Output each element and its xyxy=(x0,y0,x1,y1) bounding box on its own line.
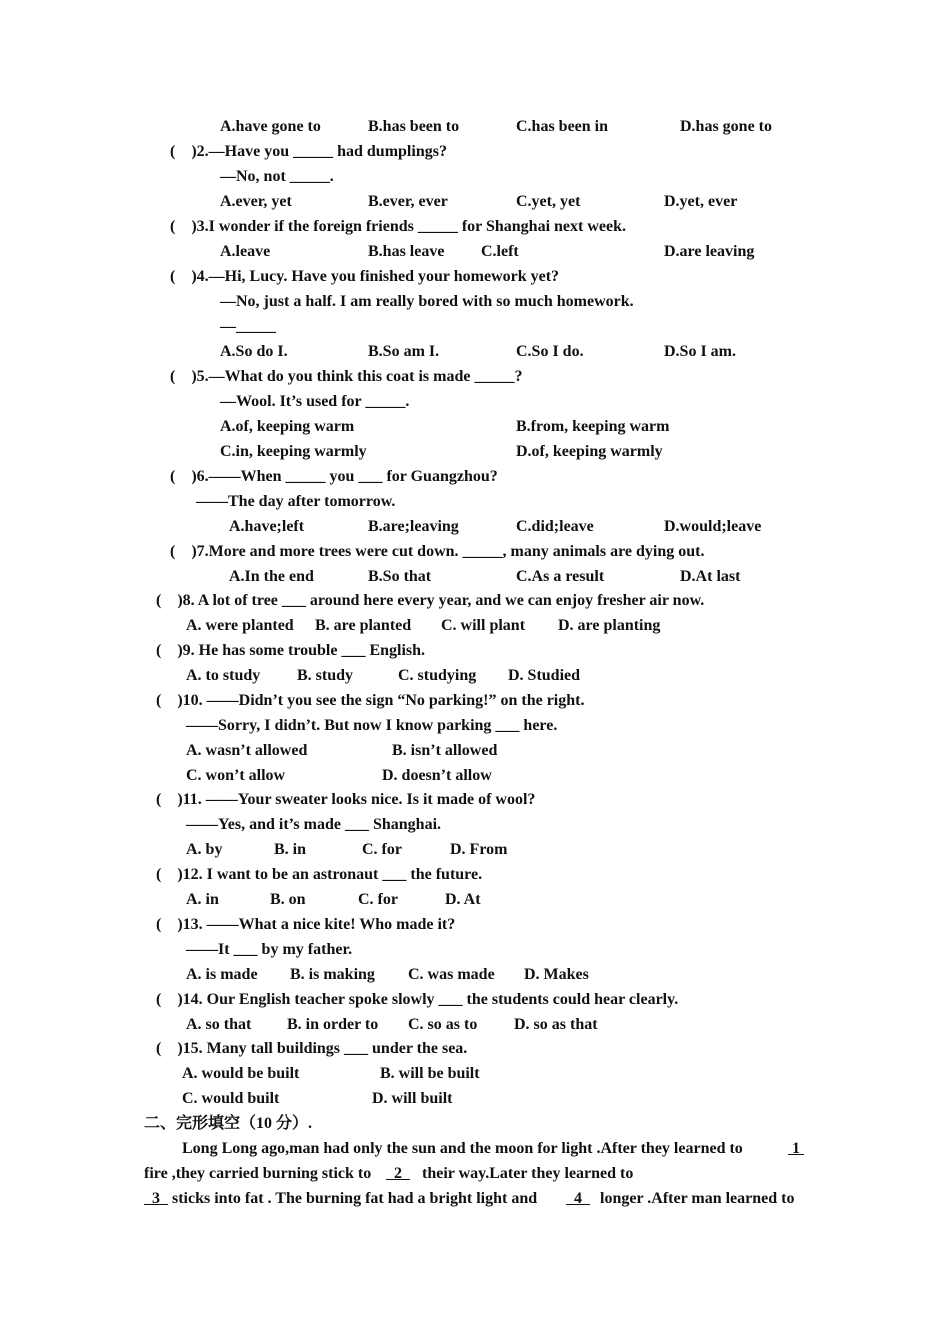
blank-number: 2 xyxy=(386,1165,410,1182)
text-line: A. by xyxy=(186,841,223,858)
text-line: A. so that xyxy=(186,1016,252,1033)
text-line: C. was made xyxy=(408,966,495,983)
text-line: ——Sorry, I didn’t. But now I know parking ___ here. xyxy=(186,717,558,734)
text-line: A. in xyxy=(186,891,219,908)
text-line: D. will built xyxy=(372,1090,453,1107)
text-line: ( )13. ——What a nice kite! Who made it? xyxy=(156,916,456,933)
text-line: ——Yes, and it’s made ___ Shanghai. xyxy=(186,816,442,833)
text-line: —Wool. It’s used for _____. xyxy=(220,393,410,410)
text-line: D. doesn’t allow xyxy=(382,767,492,784)
text-line: B. in order to xyxy=(287,1016,379,1033)
text-line: D.So I am. xyxy=(664,343,737,360)
text-line: ( )11. ——Your sweater looks nice. Is it made of wool? xyxy=(156,791,536,808)
text-line: A. is made xyxy=(186,966,258,983)
text-line: C. so as to xyxy=(408,1016,478,1033)
text-line: A. would be built xyxy=(182,1065,300,1082)
text-line: D. are planting xyxy=(558,617,661,634)
text-line: ( )5.—What do you think this coat is made _____? xyxy=(170,368,523,385)
text-line: ( )14. Our English teacher spoke slowly ___ the students could hear clearly. xyxy=(156,991,679,1008)
text-line: C. will plant xyxy=(441,617,526,634)
text-line: A.ever, yet xyxy=(220,193,292,210)
text-line: D.would;leave xyxy=(664,518,762,535)
text-line: D. From xyxy=(450,841,508,858)
text-line: their way.Later they learned to xyxy=(418,1165,634,1182)
text-line: —No, not _____. xyxy=(220,168,334,185)
text-line: C.So I do. xyxy=(516,343,584,360)
text-line: B.So that xyxy=(368,568,432,585)
text-line: ( )4.—Hi, Lucy. Have you finished your homework yet? xyxy=(170,268,560,285)
text-line: C. for xyxy=(358,891,398,908)
text-line: C.in, keeping warmly xyxy=(220,443,367,460)
text-line: ( )3.I wonder if the foreign friends _____ for Shanghai next week. xyxy=(170,218,626,235)
text-line: B.from, keeping warm xyxy=(516,418,670,435)
text-line: C. won’t allow xyxy=(186,767,286,784)
text-line: B.has been to xyxy=(368,118,460,135)
text-line: D.has gone to xyxy=(680,118,773,135)
text-line: A.of, keeping warm xyxy=(220,418,355,435)
text-line: B. study xyxy=(297,667,354,684)
text-line: ( )10. ——Didn’t you see the sign “No parking!” on the right. xyxy=(156,692,585,709)
text-line: D. Makes xyxy=(524,966,589,983)
text-line: ( )7.More and more trees were cut down. _____, many animals are dying out. xyxy=(170,543,705,560)
text-line: ( )15. Many tall buildings ___ under the sea. xyxy=(156,1040,468,1057)
text-line: A. wasn’t allowed xyxy=(186,742,308,759)
text-line: C.As a result xyxy=(516,568,605,585)
text-line: C. would built xyxy=(182,1090,280,1107)
text-line: sticks into fat . The burning fat had a bright light and xyxy=(168,1190,542,1207)
text-line: A.leave xyxy=(220,243,271,260)
text-line: C. studying xyxy=(398,667,477,684)
text-line: C.did;leave xyxy=(516,518,594,535)
text-line: A.have gone to xyxy=(220,118,321,135)
text-line: —_____ xyxy=(220,318,276,335)
text-line: A.have;left xyxy=(229,518,305,535)
text-line: D.yet, ever xyxy=(664,193,738,210)
text-line: A. were planted xyxy=(186,617,294,634)
blank-number: 1 xyxy=(788,1140,804,1157)
text-line: B. are planted xyxy=(315,617,412,634)
text-line: D.are leaving xyxy=(664,243,755,260)
text-line: ( )9. He has some trouble ___ English. xyxy=(156,642,426,659)
text-line: ( )6.——When _____ you ___ for Guangzhou? xyxy=(170,468,498,485)
text-line: B.has leave xyxy=(368,243,445,260)
text-line: ——The day after tomorrow. xyxy=(196,493,396,510)
text-line: longer .After man learned to xyxy=(596,1190,795,1207)
text-line: D. so as that xyxy=(514,1016,598,1033)
text-line: B. is making xyxy=(290,966,375,983)
text-line: C.left xyxy=(481,243,519,260)
blank-number: 4 xyxy=(566,1190,590,1207)
text-line: A. to study xyxy=(186,667,261,684)
text-line: ——It ___ by my father. xyxy=(186,941,353,958)
text-line: Long Long ago,man had only the sun and the moon for light .After they learned to xyxy=(182,1140,747,1157)
text-line: B.So am I. xyxy=(368,343,440,360)
text-line: ( )8. A lot of tree ___ around here every year, and we can enjoy fresher air now. xyxy=(156,592,705,609)
text-line: D.of, keeping warmly xyxy=(516,443,663,460)
text-line: D.At last xyxy=(680,568,741,585)
text-line: ( )12. I want to be an astronaut ___ the future. xyxy=(156,866,483,883)
text-line: B.ever, ever xyxy=(368,193,448,210)
text-line: B. isn’t allowed xyxy=(392,742,498,759)
text-line: D. Studied xyxy=(508,667,581,684)
text-line: ( )2.—Have you _____ had dumplings? xyxy=(170,143,447,160)
text-line: B.are;leaving xyxy=(368,518,459,535)
text-line: C.has been in xyxy=(516,118,609,135)
text-line: fire ,they carried burning stick to xyxy=(144,1165,376,1182)
text-line: C. for xyxy=(362,841,402,858)
blank-number: 3 xyxy=(144,1190,168,1207)
text-line: D. At xyxy=(445,891,481,908)
text-line: C.yet, yet xyxy=(516,193,581,210)
text-line: B. on xyxy=(270,891,306,908)
text-line: B. in xyxy=(274,841,307,858)
text-line: A.In the end xyxy=(229,568,314,585)
text-line: A.So do I. xyxy=(220,343,288,360)
text-line: —No, just a half. I am really bored with so much homework. xyxy=(220,293,634,310)
text-line: B. will be built xyxy=(380,1065,480,1082)
text-line: 二、完形填空（10 分）. xyxy=(144,1115,313,1132)
